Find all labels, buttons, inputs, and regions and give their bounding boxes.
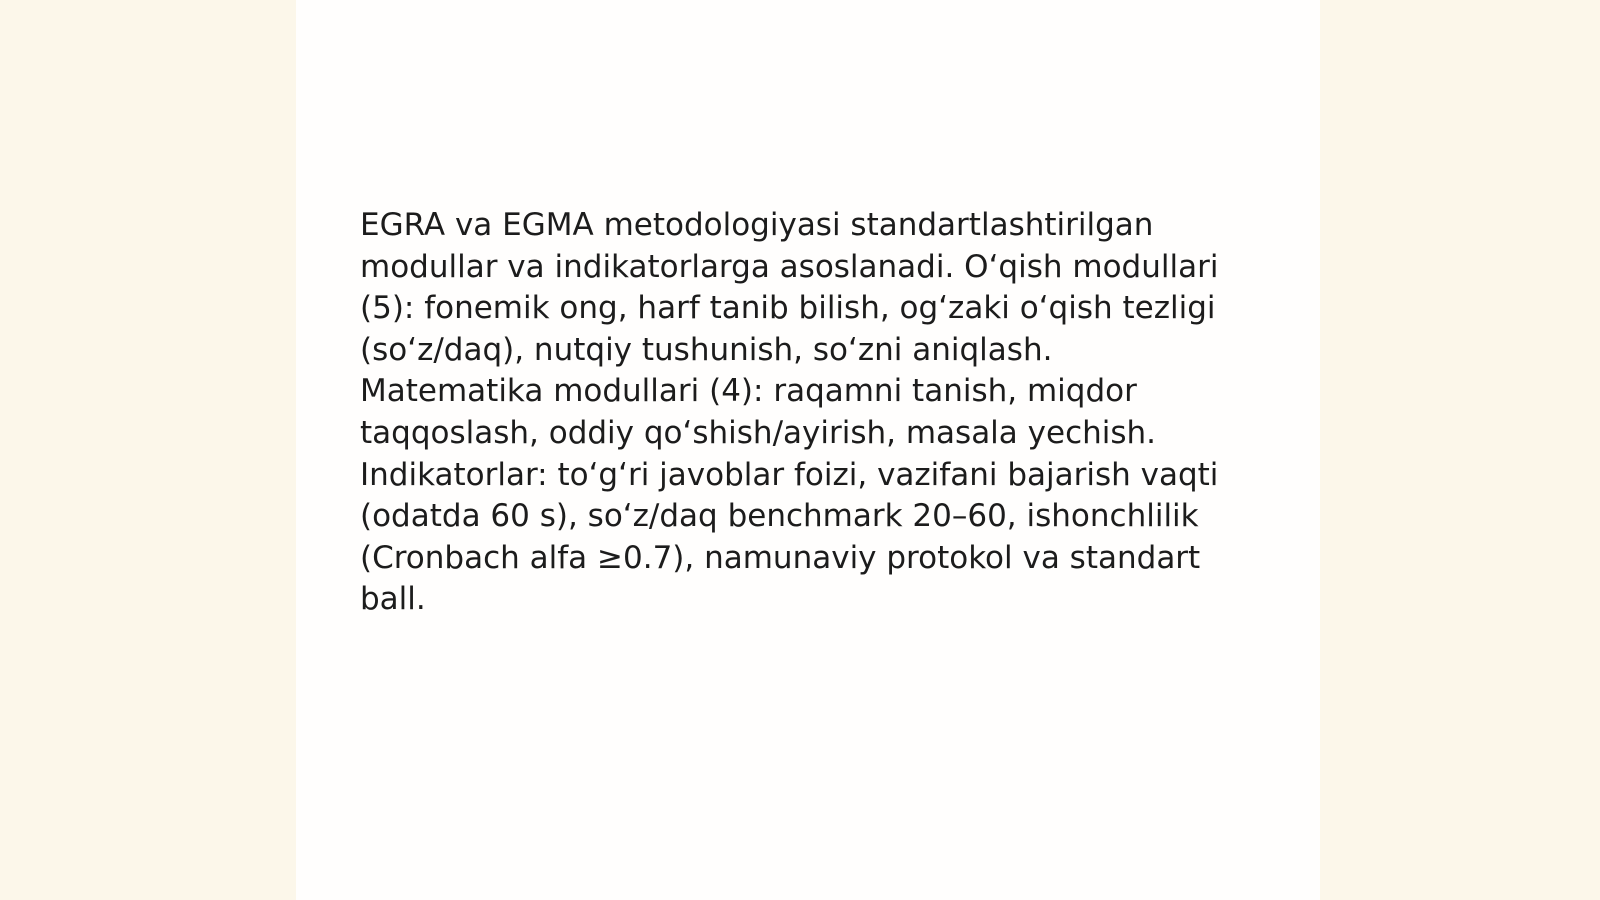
slide	[296, 0, 1320, 900]
slide-body-text: EGRA va EGMA metodologiyasi standartlashtirilgan modullar va indikatorlarga asoslanadi. O‘qish modullari (5): fonemik ong, harf tanib bilish, og‘zaki o‘qish tezligi (so‘z/daq), nutqiy tushunish, so‘zni aniqlash. Matematika modullari (4): raqamni tanish, miqdor taqqoslash, oddiy qo‘shish/ayirish, masala yechish. Indikatorlar: to‘g‘ri javoblar foizi, vazifani bajarish vaqti (odatda 60 s), so‘z/daq benchmark 20–60, ishonchlilik (Cronbach alfa ≥0.7), namunaviy protokol va standart ball.	[360, 207, 1219, 618]
